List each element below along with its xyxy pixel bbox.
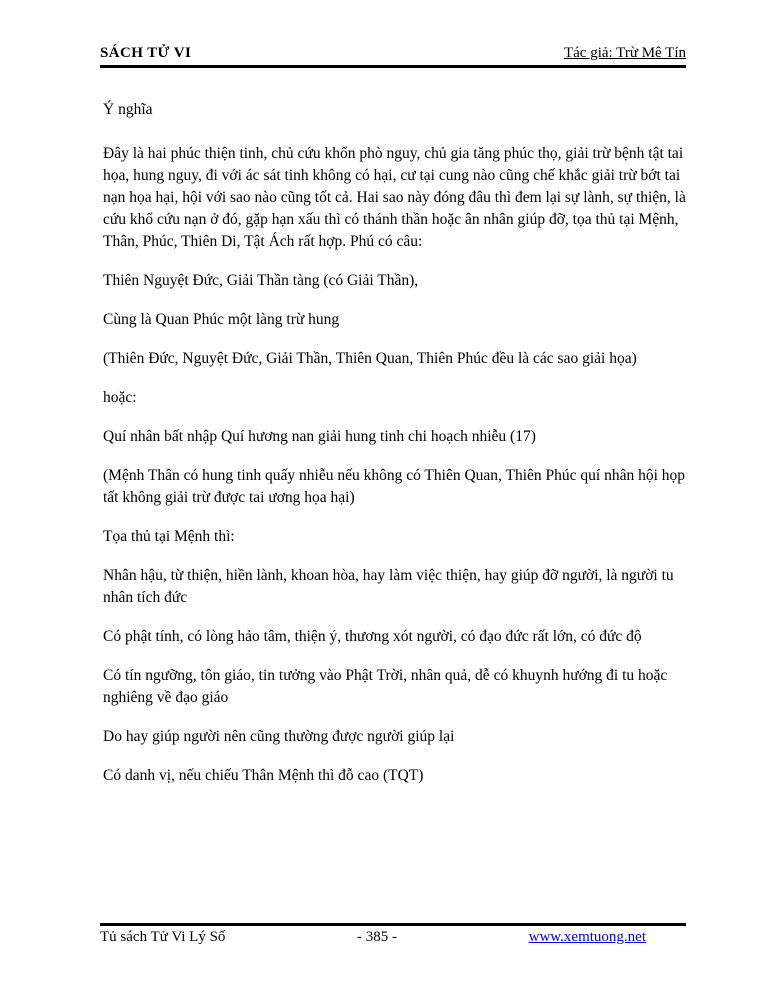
footer-website-wrap [529,929,646,946]
section-title: Ý nghĩa [103,101,153,118]
book-title: SÁCH TỬ VI [100,45,192,61]
page-header [100,45,686,68]
footer-page-number: - 385 - [357,929,398,945]
paragraph: Do hay giúp người nên cũng thường được người giúp lại [103,728,455,745]
paragraph: Có tín ngưỡng, tôn giáo, tin tưởng vào Phật Trời, nhân quả, dễ có khuynh hướng đi tu hoặc nghiêng về đạo giáo [103,667,668,706]
paragraph: hoặc: [103,389,137,406]
paragraph: Có danh vị, nếu chiếu Thân Mệnh thì đỗ cao (TQT) [103,767,424,784]
paragraph: Tọa thủ tại Mệnh thì: [103,528,235,545]
page-footer [100,923,686,946]
footer-website-link[interactable]: www.xemtuong.net [528,929,646,945]
paragraph: (Mệnh Thân có hung tinh quấy nhiễu nếu không có Thiên Quan, Thiên Phúc quí nhân hội họp tất không giải trừ được tai ương họa hại) [103,467,686,506]
page-content [103,99,689,804]
verse-line: Quí nhân bất nhập Quí hương nan giải hung tinh chi hoạch nhiễu (17) [103,428,536,445]
verse-line: Cùng là Quan Phúc một làng trừ hung [103,311,340,328]
paragraph: Có phật tính, có lòng hảo tâm, thiện ý, thương xót người, có đạo đức rất lớn, có đức độ [103,628,642,645]
verse-line: Thiên Nguyệt Đức, Giải Thần tàng (có Giải Thần), [103,272,419,289]
author-credit: Tác giả: Trừ Mê Tín [563,45,686,61]
paragraph: (Thiên Đức, Nguyệt Đức, Giải Thần, Thiên Quan, Thiên Phúc đều là các sao giải họa) [103,350,637,367]
footer-series-title: Tủ sách Tử Vi Lý Số [100,929,226,945]
paragraph: Đây là hai phúc thiện tinh, chủ cứu khổn phò nguy, chủ gia tăng phúc thọ, giải trừ bệnh tật tai họa, hung nguy, đi với ác sát tinh không có hại, cư tại cung nào cũng chế khắc giải trừ bớt tai nạn họa hại, hội với sao nào cũng tốt cả. Hai sao này đóng đâu thì đem lại sự lành, sự thiện, là cứu khổ cứu nạn ở đó, gặp hạn xấu thì có thánh thần hoặc ân nhân giúp đỡ, tọa thủ tại Mệnh, Thân, Phúc, Thiên Di, Tật Ách rất hợp. Phú có câu: [103,145,686,250]
paragraph: Nhân hậu, từ thiện, hiền lành, khoan hòa, hay làm việc thiện, hay giúp đỡ người, là người tu nhân tích đức [103,567,674,606]
